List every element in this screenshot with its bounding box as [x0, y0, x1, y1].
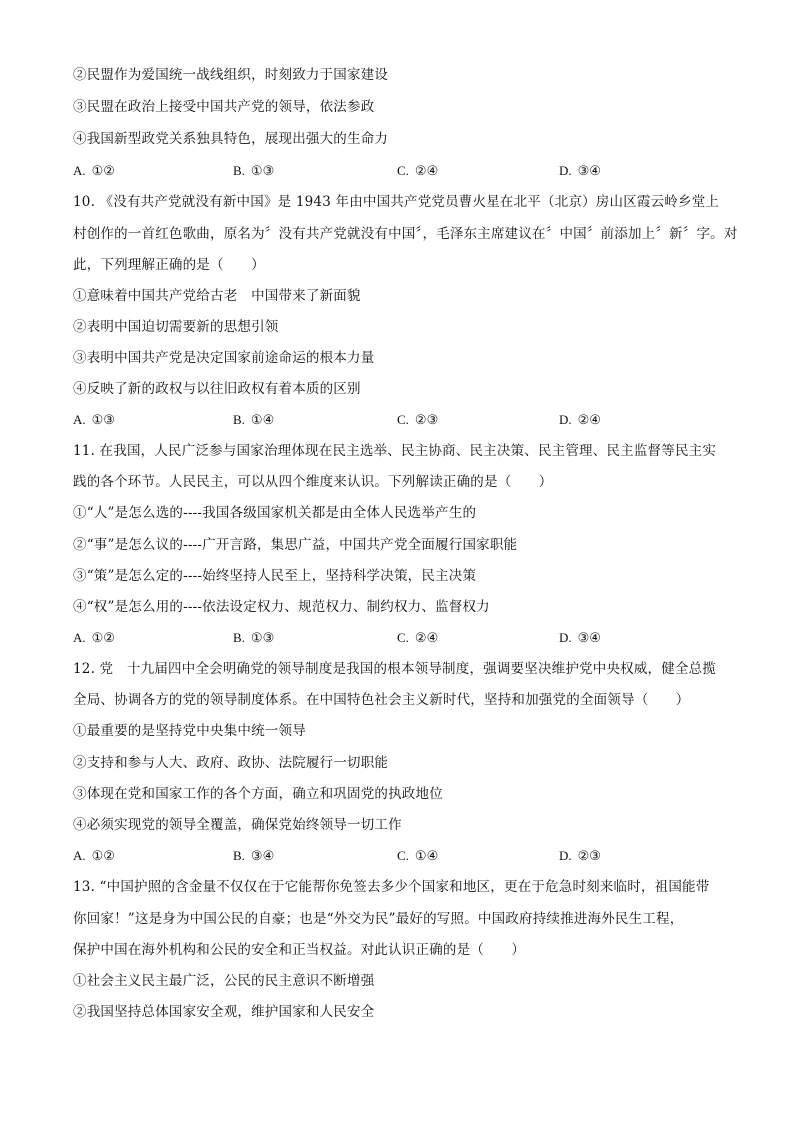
option-text: ③④ [577, 164, 601, 179]
q12-stem-line-2: 全局、协调各方的党的领导制度体系。在中国特色社会主义新时代，坚持和加强党的全面领导（ ） [73, 692, 690, 708]
option-text: ①③ [91, 413, 115, 428]
q12-option-b[interactable] [233, 847, 274, 866]
q10-option-b[interactable] [233, 411, 274, 430]
q10-stem-line-3: 此，下列理解正确的是（ ） [73, 257, 265, 273]
q9-option-c[interactable] [397, 162, 438, 181]
q9-item-4: ④我国新型政党关系独具特色，展现出强大的生命力 [73, 131, 389, 147]
option-label: D. [559, 848, 572, 863]
q13-item-2: ②我国坚持总体国家安全观，维护国家和人民安全 [73, 1004, 375, 1020]
q12-item-2: ②支持和参与人大、政府、政协、法院履行一切职能 [73, 755, 389, 771]
q10-option-c[interactable] [397, 411, 438, 430]
q11-option-c[interactable] [397, 629, 438, 648]
q11-option-d[interactable] [559, 629, 601, 648]
option-label: A. [73, 163, 86, 178]
option-label: B. [233, 848, 245, 863]
option-label: B. [233, 412, 245, 427]
q9-option-a[interactable] [73, 162, 115, 181]
q9-options [73, 162, 733, 180]
option-label: D. [559, 630, 572, 645]
option-label: A. [73, 630, 86, 645]
q10-stem-line-1: 10. 《没有共产党就没有新中国》是 1943 年由中国共产党党员曹火星在北平（北京）房山区霞云岭乡堂上 [73, 194, 720, 210]
option-text: ③④ [250, 849, 275, 864]
option-label: C. [397, 630, 409, 645]
q11-item-4: ④“权”是怎么用的----依法设定权力、规范权力、制约权力、监督权力 [73, 599, 490, 615]
option-label: D. [559, 163, 572, 178]
q11-item-2: ②“事”是怎么议的----广开言路，集思广益，中国共产党全面履行国家职能 [73, 537, 518, 553]
q12-option-c[interactable] [397, 847, 438, 866]
q13-stem-line-1: 13. “中国护照的含金量不仅仅在于它能帮你免签去多少个国家和地区，更在于危急时刻来临时，祖国能带 [73, 879, 710, 895]
option-text: ②④ [414, 631, 439, 646]
q10-stem-line-2: 村创作的一首红色歌曲，原名为〞没有共产党就没有中国〞，毛泽东主席建议在〞中国〞前添加上〞新〞字。对 [73, 226, 738, 242]
option-text: ②③ [577, 849, 601, 864]
q12-option-a[interactable] [73, 847, 115, 866]
option-text: ②④ [414, 164, 439, 179]
option-text: ①④ [250, 413, 275, 428]
q12-item-3: ③体现在党和国家工作的各个方面，确立和巩固党的执政地位 [73, 786, 443, 802]
option-label: C. [397, 412, 409, 427]
q11-stem-line-1: 11. 在我国，人民广泛参与国家治理体现在民主选举、民主协商、民主决策、民主管理、民主监督等民主实 [73, 443, 717, 459]
q12-item-4: ④必须实现党的领导全覆盖，确保党始终领导一切工作 [73, 817, 402, 833]
q12-stem-line-1: 12. 党 十九届四中全会明确党的领导制度是我国的根本领导制度，强调要坚决维护党中央权威，健全总揽 [73, 661, 717, 677]
q11-options [73, 629, 733, 647]
q9-item-3: ③民盟在政治上接受中国共产党的领导，依法参政 [73, 99, 375, 115]
q9-item-2: ②民盟作为爱国统一战线组织，时刻致力于国家建设 [73, 67, 389, 83]
q10-option-d[interactable] [559, 411, 601, 430]
option-text: ③④ [577, 631, 601, 646]
q12-options [73, 847, 733, 865]
option-text: ①③ [250, 164, 275, 179]
option-text: ②④ [577, 413, 601, 428]
option-label: A. [73, 848, 86, 863]
q10-item-2: ②表明中国迫切需要新的思想引领 [73, 319, 279, 335]
q10-options [73, 411, 733, 429]
option-text: ①③ [250, 631, 275, 646]
option-text: ①④ [414, 849, 439, 864]
option-label: A. [73, 412, 86, 427]
q13-stem-line-3: 保护中国在海外机构和公民的安全和正当权益。对此认识正确的是（ ） [73, 942, 526, 958]
option-text: ②③ [414, 413, 439, 428]
option-label: D. [559, 412, 572, 427]
option-text: ①② [91, 631, 115, 646]
option-label: B. [233, 630, 245, 645]
q10-option-a[interactable] [73, 411, 115, 430]
q11-option-a[interactable] [73, 629, 115, 648]
q12-item-1: ①最重要的是坚持党中央集中统一领导 [73, 723, 306, 739]
option-text: ①② [91, 849, 115, 864]
q11-stem-line-2: 践的各个环节。人民民主，可以从四个维度来认识。下列解读正确的是（ ） [73, 474, 553, 490]
q11-option-b[interactable] [233, 629, 274, 648]
q13-item-1: ①社会主义民主最广泛，公民的民主意识不断增强 [73, 973, 375, 989]
q9-option-b[interactable] [233, 162, 274, 181]
q11-item-3: ③“策”是怎么定的----始终坚持人民至上，坚持科学决策，民主决策 [73, 568, 477, 584]
q13-stem-line-2: 你回家！”这是身为中国公民的自豪；也是“外交为民”最好的写照。中国政府持续推进海外民生工程， [73, 911, 684, 927]
q10-item-3: ③表明中国共产党是决定国家前途命运的根本力量 [73, 350, 375, 366]
option-label: C. [397, 848, 409, 863]
q12-option-d[interactable] [559, 847, 601, 866]
q9-option-d[interactable] [559, 162, 601, 181]
q10-item-1: ①意味着中国共产党给古老 中国带来了新面貌 [73, 288, 361, 304]
q11-item-1: ①“人”是怎么选的----我国各级国家机关都是由全体人民选举产生的 [73, 505, 477, 521]
option-text: ①② [91, 164, 115, 179]
option-label: B. [233, 163, 245, 178]
option-label: C. [397, 163, 409, 178]
q10-item-4: ④反映了新的政权与以往旧政权有着本质的区别 [73, 381, 361, 397]
